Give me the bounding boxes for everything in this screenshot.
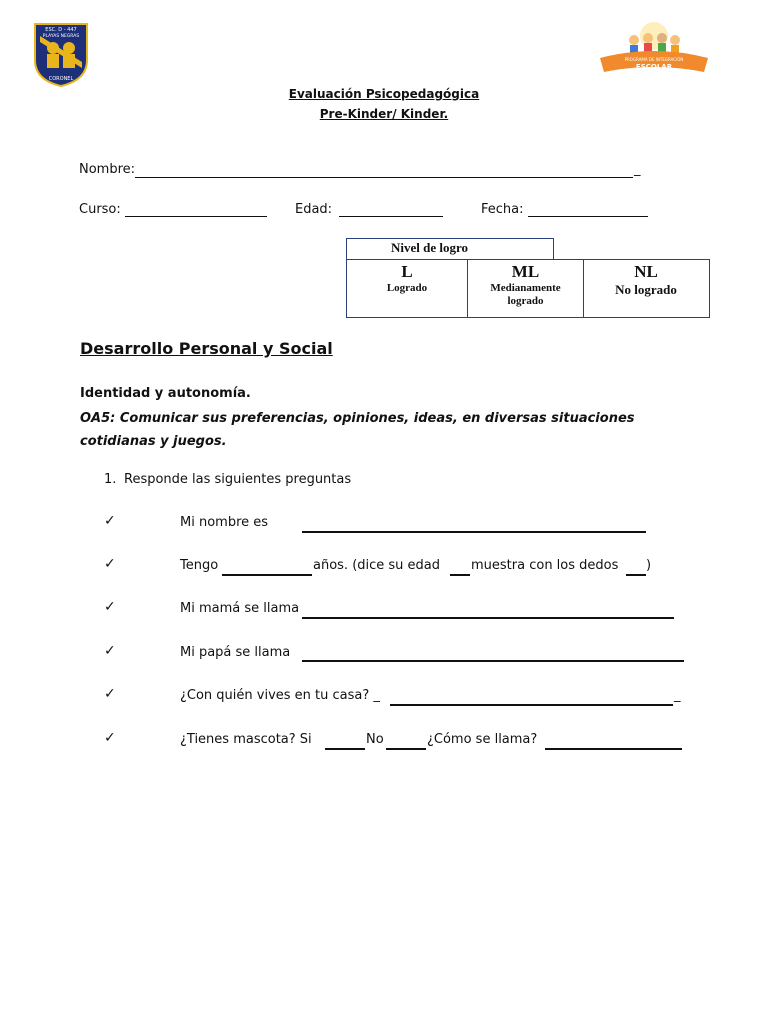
item-mama-label: Mi mamá se llama — [180, 601, 300, 616]
section-title: Desarrollo Personal y Social — [80, 339, 333, 358]
curso-label: Curso: — [79, 202, 121, 217]
learning-objective: OA5: Comunicar sus preferencias, opiniones, ideas, en diversas situaciones cotidianas y juegos. — [80, 411, 635, 449]
level-no-logrado — [584, 260, 708, 317]
level-desc-1: Medianamente — [490, 282, 561, 294]
item-como-field[interactable] — [545, 748, 682, 750]
check-icon: ✓ — [104, 599, 116, 615]
nivel-logro-header: Nivel de logro — [346, 238, 554, 260]
item-papa-field[interactable] — [302, 660, 684, 662]
nombre-label: Nombre: — [79, 162, 136, 177]
item-convive-field[interactable] — [390, 704, 673, 706]
item-mascota-no-label: No — [366, 732, 384, 747]
item-mascota-label: ¿Tienes mascota? Si — [180, 732, 312, 747]
check-icon: ✓ — [104, 730, 116, 746]
question-text: Responde las siguientes preguntas — [124, 472, 352, 487]
level-desc-2: logrado — [507, 295, 544, 307]
level-code: NL — [634, 262, 658, 281]
item-papa-label: Mi papá se llama — [180, 645, 291, 660]
item-muestra-label: muestra con los dedos — [471, 558, 619, 573]
fecha-field[interactable] — [528, 216, 648, 217]
item-tengo-field[interactable] — [222, 574, 312, 576]
item-mama-field[interactable] — [302, 617, 674, 619]
item-edad-field[interactable] — [450, 574, 470, 576]
check-icon: ✓ — [104, 556, 116, 572]
program-logo-text-1: PROGRAMA DE INTEGRACIÓN — [624, 57, 684, 62]
nombre-tail: _ — [634, 162, 641, 177]
section-subtitle: Identidad y autonomía. — [80, 386, 251, 401]
fecha-label: Fecha: — [481, 202, 524, 217]
item-nombre-label: Mi nombre es — [180, 515, 269, 530]
page-title: Evaluación Psicopedagógica — [288, 87, 480, 101]
nivel-logro-table — [346, 259, 710, 318]
level-code: ML — [511, 262, 540, 281]
item-tengo-label: Tengo — [180, 558, 219, 573]
edad-field[interactable] — [339, 216, 443, 217]
item-como-label: ¿Cómo se llama? — [427, 732, 538, 747]
check-icon: ✓ — [104, 643, 116, 659]
item-dedos-field[interactable] — [626, 574, 646, 576]
level-desc: No logrado — [615, 282, 677, 297]
program-logo — [596, 14, 712, 78]
edad-label: Edad: — [295, 202, 333, 217]
item-mascota-si-field[interactable] — [325, 748, 365, 750]
question-number: 1. — [104, 472, 117, 487]
school-logo-text-3: CORONEL — [48, 76, 74, 82]
check-icon: ✓ — [104, 513, 116, 529]
level-desc: Logrado — [386, 282, 428, 294]
level-code: L — [401, 262, 413, 281]
level-medianamente — [468, 260, 583, 317]
program-logo-text-2: ESCOLAR — [635, 63, 673, 71]
check-icon: ✓ — [104, 686, 116, 702]
nombre-field[interactable] — [135, 177, 633, 178]
item-convive-label: ¿Con quién vives en tu casa? _ — [180, 688, 380, 703]
item-convive-tail: _ — [674, 688, 681, 703]
school-logo-text-2: PLAYAS NEGRAS — [42, 34, 80, 39]
item-mascota-no-field[interactable] — [386, 748, 426, 750]
curso-field[interactable] — [125, 216, 267, 217]
page-subtitle: Pre-Kinder/ Kinder. — [319, 107, 449, 121]
item-nombre-field[interactable] — [302, 531, 646, 533]
level-logrado — [347, 260, 467, 317]
school-logo — [32, 22, 90, 88]
school-logo-text-1: ESC. D - 447 — [45, 27, 77, 33]
item-paren: ) — [646, 558, 652, 573]
item-anos-label: años. (dice su edad — [313, 558, 441, 573]
